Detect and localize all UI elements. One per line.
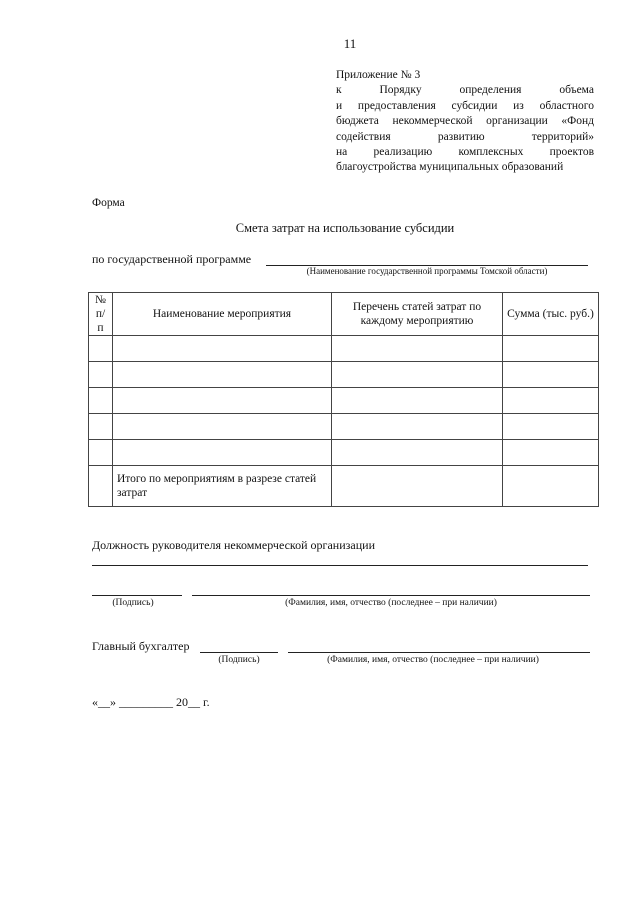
table-cell[interactable] [332,388,503,414]
table-cell[interactable] [332,362,503,388]
chief-fio-line[interactable] [288,652,590,653]
annex-line: и предоставления субсидии из областного [336,99,594,112]
col-number-header: № п/п [89,293,113,336]
table-cell[interactable] [332,336,503,362]
table-row [89,336,599,362]
annex-line: бюджета некоммерческой организации «Фонд [336,115,594,128]
chief-accountant-label: Главный бухгалтер [92,639,190,653]
chief-signature-caption: (Подпись) [218,655,260,665]
annex-line: на реализацию комплексных проектов [336,146,594,159]
annex-line: благоустройства муниципальных образований [336,161,564,174]
table-cell[interactable] [113,336,332,362]
head-position-line[interactable] [92,565,588,566]
table-cell[interactable] [89,440,113,466]
table-cell[interactable] [503,336,599,362]
table-cell[interactable] [89,388,113,414]
form-label: Форма [92,197,125,209]
head-position-label: Должность руководителя некоммерческой организации [92,538,375,552]
table-cell[interactable] [89,414,113,440]
chief-fio-caption: (Фамилия, имя, отчество (последнее – при наличии) [327,655,539,665]
table-row [89,362,599,388]
table-cell[interactable] [503,362,599,388]
col-cost-items-header: Перечень статей затрат по каждому мероприятию [332,293,503,336]
program-caption: (Наименование государственной программы Томской области) [306,266,548,276]
head-signature-line[interactable] [92,595,182,596]
col-event-header: Наименование мероприятия [113,293,332,336]
table-cell[interactable] [503,466,599,507]
table-cell[interactable] [332,466,503,507]
table-cell[interactable] [89,336,113,362]
table-header-row [89,293,599,336]
table-total-row [89,466,599,507]
table-cell[interactable] [89,466,113,507]
estimate-table [88,292,599,507]
table-row [89,414,599,440]
head-signature-caption: (Подпись) [112,598,154,608]
date-line: «__» _________ 20__ г. [92,695,210,709]
table-cell[interactable] [113,362,332,388]
table-cell[interactable] [332,440,503,466]
page-number: 11 [343,36,357,51]
annex-heading: Приложение № 3 [336,69,421,81]
annex-line: содействия развитию территорий» [336,130,594,143]
table-row [89,440,599,466]
table-cell[interactable] [113,388,332,414]
col-sum-header: Сумма (тыс. руб.) [503,293,599,336]
table-cell[interactable] [113,440,332,466]
table-cell[interactable] [503,388,599,414]
table-cell[interactable] [503,414,599,440]
head-fio-caption: (Фамилия, имя, отчество (последнее – при наличии) [285,598,497,608]
table-cell[interactable] [332,414,503,440]
program-label: по государственной программе [92,252,252,266]
table-cell[interactable] [113,414,332,440]
chief-signature-line[interactable] [200,652,278,653]
table-row [89,388,599,414]
table-cell[interactable] [503,440,599,466]
total-label: Итого по мероприятиям в разрезе статей затрат [113,466,332,507]
annex-line: к Порядку определения объема [336,84,594,97]
annex-block [336,68,594,176]
head-fio-line[interactable] [192,595,590,596]
document-title: Смета затрат на использование субсидии [235,221,455,235]
table-cell[interactable] [89,362,113,388]
